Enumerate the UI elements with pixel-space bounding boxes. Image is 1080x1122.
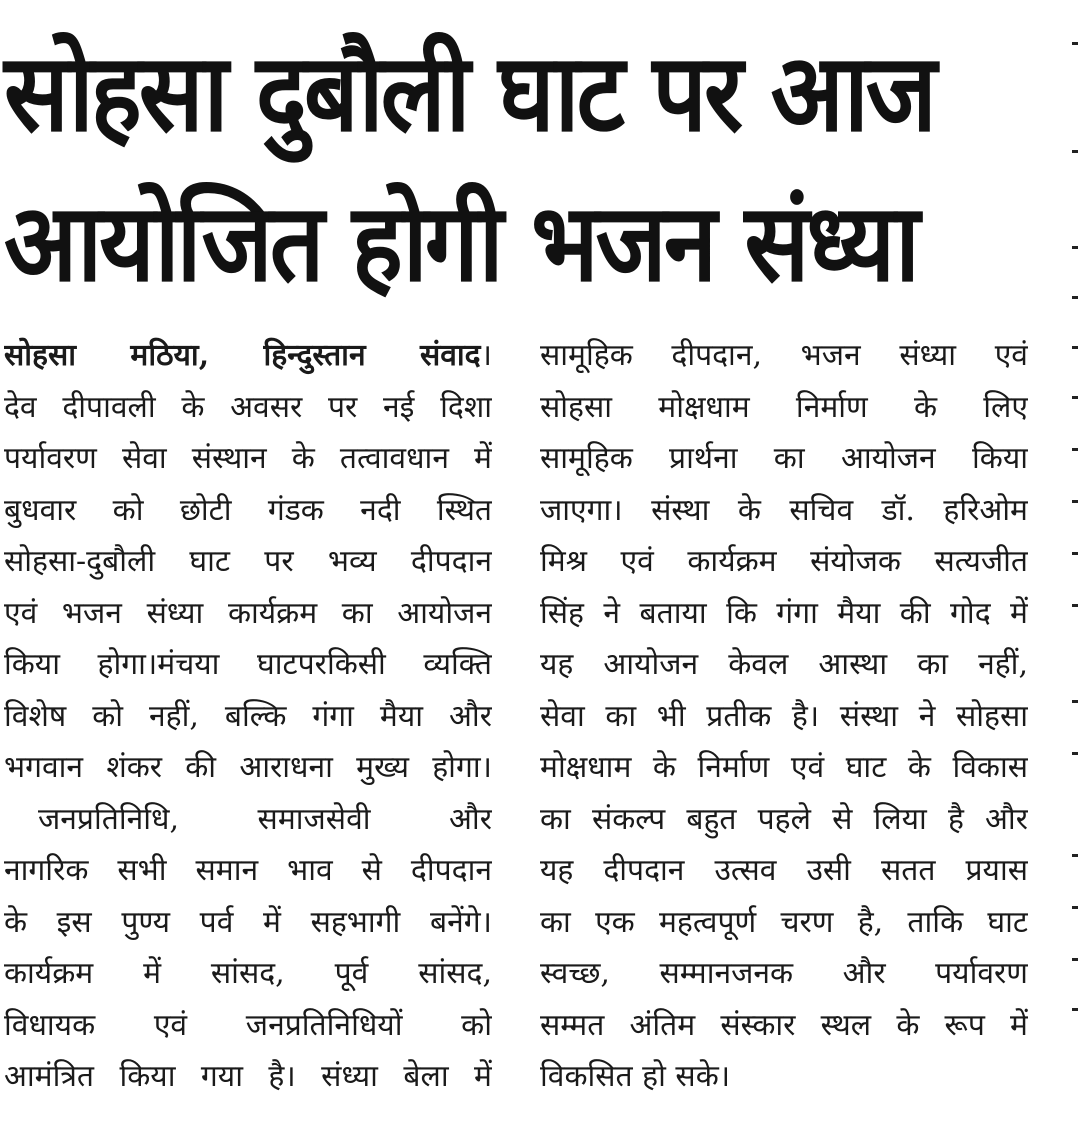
headline-line-1: सोहसा दुबौली घाट पर आज xyxy=(4,30,934,156)
edge-mark xyxy=(1072,958,1078,961)
adjacent-column-edge xyxy=(1072,0,1080,1122)
article-line: यह दीपदान उत्सव उसी सतत प्रयास xyxy=(540,853,1028,888)
article-line: नागरिक सभी समान भाव से दीपदान xyxy=(4,853,492,888)
article-line: सम्मत अंतिम संस्कार स्थल के रूप में xyxy=(540,1007,1028,1043)
edge-mark xyxy=(1072,1008,1078,1011)
article-line: पर्यावरण सेवा संस्थान के तत्वावधान में xyxy=(4,441,492,476)
article-line: देव दीपावली के अवसर पर नई दिशा xyxy=(4,389,492,425)
article-line: बुधवार को छोटी गंडक नदी स्थित xyxy=(4,492,492,528)
article-line: सोहसा-दुबौली घाट पर भव्य दीपदान xyxy=(4,544,492,579)
article-line: सामूहिक प्रार्थना का आयोजन किया xyxy=(540,441,1028,476)
edge-mark xyxy=(1072,396,1078,399)
edge-mark xyxy=(1072,906,1078,909)
article-line: जनप्रतिनिधि, समाजसेवी और xyxy=(38,801,492,837)
edge-mark xyxy=(1072,552,1078,555)
edge-mark xyxy=(1072,296,1078,299)
article-line: का एक महत्वपूर्ण चरण है, ताकि घाट xyxy=(540,904,1028,940)
article-line: विकसित हो सके। xyxy=(540,1059,731,1094)
article-line: सोहसा मोक्षधाम निर्माण के लिए xyxy=(540,389,1028,425)
article-line: मिश्र एवं कार्यक्रम संयोजक सत्यजीत xyxy=(540,544,1028,579)
article-line: मोक्षधाम के निर्माण एवं घाट के विकास xyxy=(540,750,1028,785)
article-left-column xyxy=(4,330,492,1103)
article-line: सेवा का भी प्रतीक है। संस्था ने सोहसा xyxy=(540,698,1028,734)
edge-mark xyxy=(1072,500,1078,503)
edge-mark xyxy=(1072,448,1078,451)
article-line: के इस पुण्य पर्व में सहभागी बनेंगे। xyxy=(4,904,492,940)
article-right-column xyxy=(540,330,1028,1103)
article-line: जाएगा। संस्था के सचिव डॉ. हरिओम xyxy=(540,492,1028,528)
article-line: आमंत्रित किया गया है। संध्या बेला में xyxy=(4,1059,492,1094)
edge-mark xyxy=(1072,246,1078,249)
article-line: किया होगा।मंचया घाटपरकिसी व्यक्ति xyxy=(4,647,492,682)
headline xyxy=(4,18,1044,318)
edge-mark xyxy=(1072,346,1078,349)
article-line: यह आयोजन केवल आस्था का नहीं, xyxy=(540,647,1028,682)
edge-mark xyxy=(1072,42,1078,45)
edge-mark xyxy=(1072,604,1078,607)
article-line: भगवान शंकर की आराधना मुख्य होगा। xyxy=(4,750,492,785)
article-line: कार्यक्रम में सांसद, पूर्व सांसद, xyxy=(4,956,492,991)
article-line: सिंह ने बताया कि गंगा मैया की गोद में xyxy=(540,595,1028,631)
article-line: एवं भजन संध्या कार्यक्रम का आयोजन xyxy=(4,595,492,631)
edge-mark xyxy=(1072,700,1078,703)
article-line: का संकल्प बहुत पहले से लिया है और xyxy=(540,801,1028,837)
headline-line-2: आयोजित होगी भजन संध्या xyxy=(4,180,918,306)
article-line: विधायक एवं जनप्रतिनिधियों को xyxy=(4,1007,492,1043)
article-line: स्वच्छ, सम्मानजनक और पर्यावरण xyxy=(540,956,1028,991)
dateline: सोहसा मठिया, हिन्दुस्तान संवाद xyxy=(4,338,481,373)
article-line: सामूहिक दीपदान, भजन संध्या एवं xyxy=(540,338,1028,373)
edge-mark xyxy=(1072,752,1078,755)
edge-mark xyxy=(1072,854,1078,857)
article-line: विशेष को नहीं, बल्कि गंगा मैया और xyxy=(4,698,492,734)
edge-mark xyxy=(1072,150,1078,153)
article-line: सोहसा मठिया, हिन्दुस्तान संवाद। xyxy=(4,338,492,373)
